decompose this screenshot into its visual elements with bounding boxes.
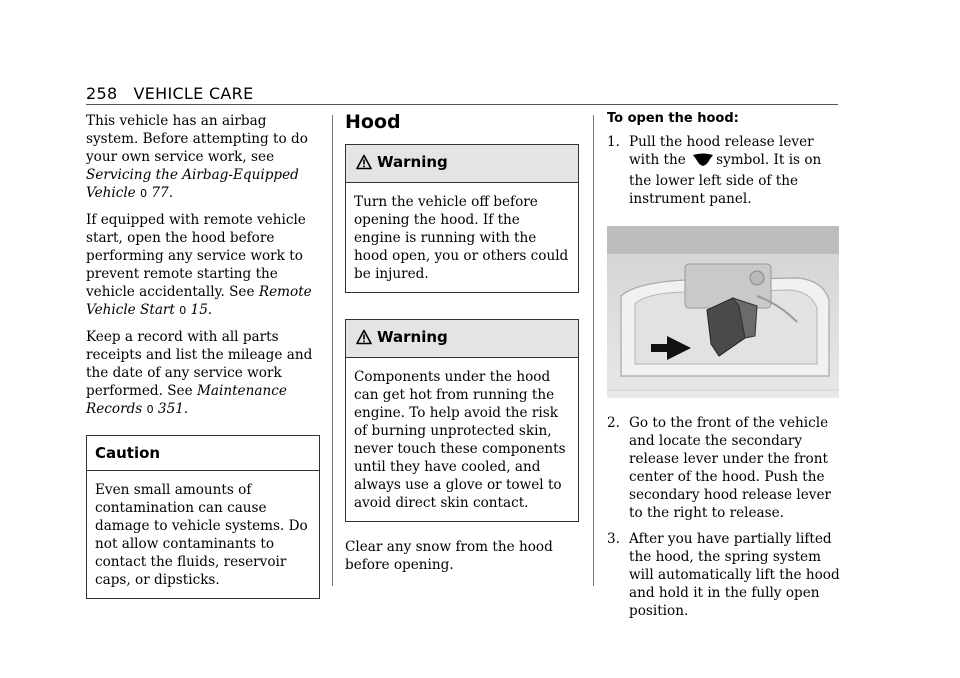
maintenance-ref-page[interactable]: 351 <box>157 401 184 417</box>
open-hood-subheading: To open the hood: <box>607 111 739 126</box>
hood-heading: Hood <box>345 111 401 133</box>
snow-paragraph: Clear any snow from the hood before opening. <box>345 539 553 573</box>
column-divider-1 <box>332 115 333 586</box>
hood-release-symbol-icon <box>692 153 714 172</box>
middle-column <box>345 112 579 582</box>
warning-box-1 <box>345 144 579 293</box>
warning-triangle-icon <box>356 329 372 350</box>
warning-title: Warning <box>377 153 448 171</box>
steps-list <box>607 133 841 620</box>
remote-start-ref-page[interactable]: 15 <box>190 302 208 318</box>
caution-box <box>86 435 320 599</box>
caution-body: Even small amounts of contamination can cause damage to vehicle systems. Do not allow contaminants to contact the fluids, reservoir caps, or dipsticks. <box>95 482 308 588</box>
page-header <box>86 84 253 103</box>
warning-box-2 <box>345 319 579 522</box>
right-column <box>607 111 841 628</box>
warning-triangle-icon <box>356 154 372 175</box>
maintenance-records-link[interactable]: Maintenance Records <box>86 383 287 417</box>
warning-body: Components under the hood can get hot from running the engine. To help avoid the risk of burning unprotected skin, never touch these components until they have cooled, and always use a glove or towel to avoid direct skin contact. <box>354 369 566 511</box>
section-title: VEHICLE CARE <box>133 84 254 103</box>
airbag-link[interactable]: Servicing the Airbag-Equipped Vehicle <box>86 167 299 201</box>
caution-title: Caution <box>87 436 319 471</box>
hood-release-lever-illustration <box>607 226 839 398</box>
step-3: 3. After you have partially lifted the hood, the spring system will automatically lift the hood and hold it in the fully open position. <box>607 531 840 619</box>
column-divider-2 <box>593 115 594 586</box>
step-1: 1. Pull the hood release lever with the symbol. It is on the lower left side of the instrument panel. <box>607 133 841 398</box>
page-ref-symbol: 0 <box>140 187 148 200</box>
page-number: 258 <box>86 84 118 103</box>
airbag-ref-page[interactable]: 77 <box>151 185 169 201</box>
remote-start-link[interactable]: Remote Vehicle Start <box>86 284 312 318</box>
page-ref-symbol: 0 <box>146 403 154 416</box>
remote-start-paragraph: If equipped with remote vehicle start, open the hood before performing any service work to prevent remote starting the vehicle accidentally. See Remote Vehicle Start 0 15. <box>86 212 312 318</box>
warning-title: Warning <box>377 328 448 346</box>
warning-body: Turn the vehicle off before opening the hood. If the engine is running with the hood open, you or others could be injured. <box>354 194 569 282</box>
step-2: 2. Go to the front of the vehicle and locate the secondary release lever under the front center of the hood. Push the secondary hood release lever to the right to release. <box>607 415 832 521</box>
left-column <box>86 112 320 599</box>
airbag-paragraph: This vehicle has an airbag system. Before attempting to do your own service work, see Servicing the Airbag-Equipped Vehicle 0 77. <box>86 113 308 201</box>
header-rule <box>86 104 838 105</box>
page-ref-symbol: 0 <box>179 304 187 317</box>
records-paragraph: Keep a record with all parts receipts and list the mileage and the date of any service work performed. See Maintenance Records 0 351. <box>86 329 313 417</box>
